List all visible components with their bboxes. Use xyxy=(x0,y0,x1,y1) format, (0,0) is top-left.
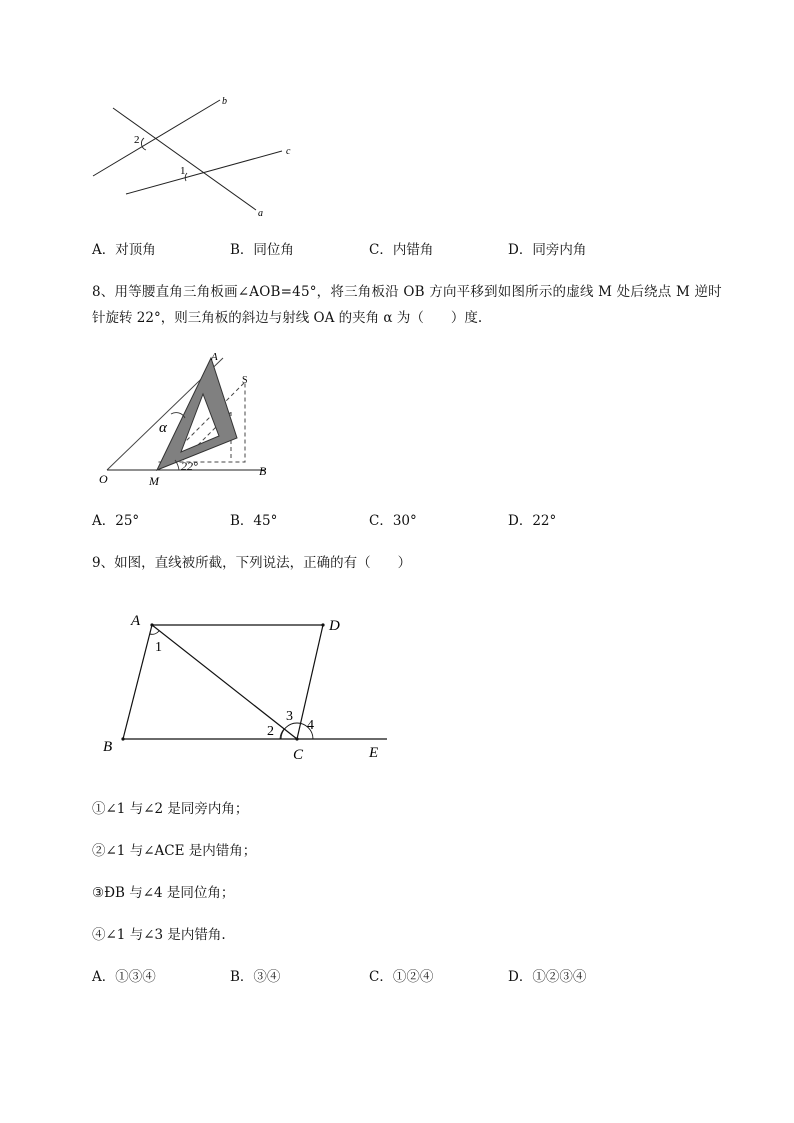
label-angle-3: 3 xyxy=(286,709,293,724)
q9-option-a[interactable]: A．①③④ xyxy=(92,969,156,985)
label-c: c xyxy=(286,146,291,157)
label-angle-1: 1 xyxy=(155,640,162,655)
q9-statement-4: ④∠1 与∠3 是内错角. xyxy=(92,927,226,943)
q7-option-d[interactable]: D．同旁内角 xyxy=(508,242,587,258)
q8-option-d[interactable]: D．22° xyxy=(508,513,557,529)
q8-stem-line2: 针旋转 22°，则三角板的斜边与射线 OA 的夹角 α 为（ ）度. xyxy=(92,310,483,326)
q8-option-b[interactable]: B．45° xyxy=(230,513,278,529)
point-c xyxy=(295,737,298,740)
label-e: E xyxy=(369,745,379,761)
label-a: A xyxy=(131,613,141,629)
label-angle-2: 2 xyxy=(267,724,274,739)
segment-ac xyxy=(152,625,297,739)
label-alpha: α xyxy=(159,420,167,436)
q9-option-b[interactable]: B．③④ xyxy=(230,969,281,985)
angle-2-arc xyxy=(141,138,146,150)
label-a: a xyxy=(258,208,263,219)
label-b: B xyxy=(259,464,267,478)
q9-statement-1: ①∠1 与∠2 是同旁内角； xyxy=(92,801,249,817)
label-angle-4: 4 xyxy=(307,718,314,733)
q9-stem: 9、如图，直线被所截，下列说法，正确的有（ ） xyxy=(92,555,412,571)
label-angle-2: 2 xyxy=(134,134,140,146)
point-a xyxy=(150,623,153,626)
q7-option-a[interactable]: A．对顶角 xyxy=(92,242,156,258)
q8-figure xyxy=(95,348,285,488)
line-b xyxy=(93,100,220,176)
q9-figure xyxy=(95,605,395,765)
label-s: S xyxy=(242,375,248,386)
q7-figure xyxy=(80,88,310,228)
label-angle-1: 1 xyxy=(180,165,186,177)
rotated-triangle xyxy=(157,358,237,470)
label-d: D xyxy=(329,618,340,634)
q8-option-a[interactable]: A．25° xyxy=(92,513,140,529)
q9-option-d[interactable]: D．①②③④ xyxy=(508,969,587,985)
q9-statement-2: ②∠1 与∠ACE 是内错角； xyxy=(92,843,257,859)
q7-option-c[interactable]: C．内错角 xyxy=(369,242,434,258)
point-b xyxy=(121,737,124,740)
point-d xyxy=(321,623,324,626)
label-m: M xyxy=(149,474,159,488)
q8-stem-line1: 8、用等腰直角三角板画∠AOB=45°，将三角板沿 OB 方向平移到如图所示的虚线 M 处后绕点 M 逆时 xyxy=(92,284,722,300)
line-a xyxy=(113,108,256,210)
label-b: B xyxy=(103,739,113,755)
label-22: 22° xyxy=(181,459,198,473)
q8-option-c[interactable]: C．30° xyxy=(369,513,417,529)
q9-statement-3: ③ÐB 与∠4 是同位角； xyxy=(92,885,235,901)
label-b: b xyxy=(222,96,227,107)
label-a: A xyxy=(211,351,218,363)
label-c: C xyxy=(293,747,304,763)
angle-1-arc xyxy=(150,631,159,634)
q9-option-c[interactable]: C．①②④ xyxy=(369,969,434,985)
label-o: O xyxy=(99,472,108,486)
q7-option-b[interactable]: B．同位角 xyxy=(230,242,294,258)
segment-ab xyxy=(123,625,152,739)
